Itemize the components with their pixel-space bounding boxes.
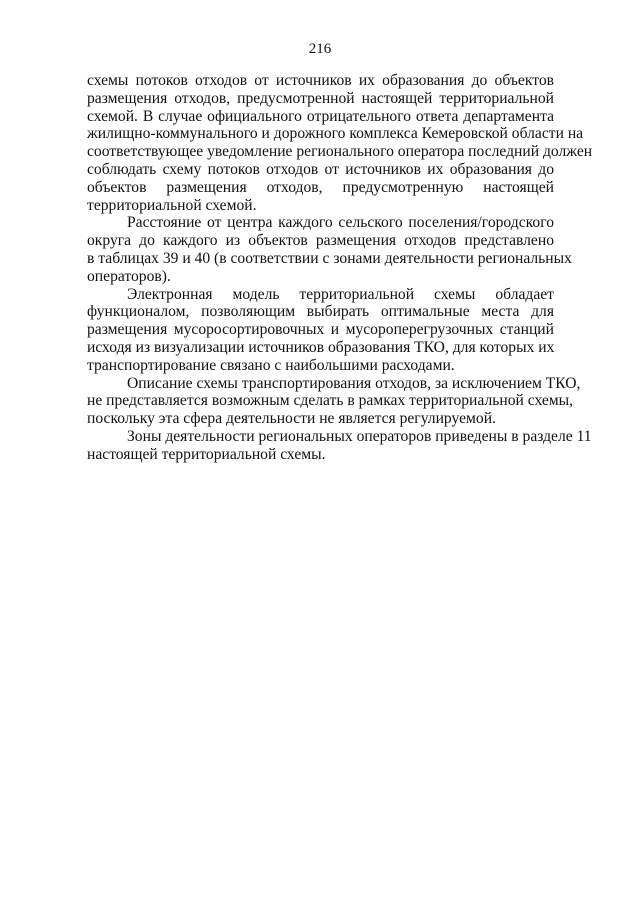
text-line: в таблицах 39 и 40 (в соответствии с зонами деятельности региональных <box>87 249 572 267</box>
text-line: функционалом, позволяющим выбирать оптимальные места для <box>87 303 554 321</box>
text-line: округа до каждого из объектов размещения отходов представлено <box>87 232 554 250</box>
text-line: объектов размещения отходов, предусмотренную настоящей <box>87 178 554 196</box>
body-text <box>87 72 593 464</box>
text-line: исходя из визуализации источников образования ТКО, для которых их <box>87 338 555 356</box>
text-line: операторов). <box>87 267 171 285</box>
text-line: Зоны деятельности региональных операторов приведены в разделе 11 <box>127 427 592 445</box>
text-line: размещения отходов, предусмотренной настоящей территориальной <box>87 89 554 107</box>
page-number: 216 <box>308 41 332 57</box>
text-line: настоящей территориальной схемы. <box>87 445 326 463</box>
text-line: схемой. В случае официального отрицательного ответа департамента <box>87 107 554 125</box>
text-line: схемы потоков отходов от источников их образования до объектов <box>87 72 554 89</box>
paragraph <box>87 214 572 285</box>
text-line: соблюдать схему потоков отходов от источников их образования до <box>87 160 554 178</box>
text-line: Расстояние от центра каждого сельского поселения/городского <box>127 214 554 232</box>
text-line: Описание схемы транспортирования отходов, за исключением ТКО, <box>127 374 581 392</box>
text-line: поскольку эта сфера деятельности не является регулируемой. <box>87 410 496 428</box>
paragraph <box>87 72 593 214</box>
text-line: Электронная модель территориальной схемы обладает <box>127 285 554 303</box>
paragraph <box>87 374 581 428</box>
text-line: жилищно-коммунального и дорожного комплекса Кемеровской области на <box>87 125 584 143</box>
text-line: территориальной схемой. <box>87 196 257 214</box>
paragraph <box>87 286 554 375</box>
text-line: соответствующее уведомление регионального оператора последний должен <box>87 143 593 161</box>
paragraph <box>87 427 592 464</box>
text-line: транспортирование связано с наибольшими расходами. <box>87 356 455 374</box>
text-line: не представляется возможным сделать в рамках территориальной схемы, <box>87 392 574 410</box>
text-line: размещения мусоросортировочных и мусороперегрузочных станций <box>87 321 554 339</box>
